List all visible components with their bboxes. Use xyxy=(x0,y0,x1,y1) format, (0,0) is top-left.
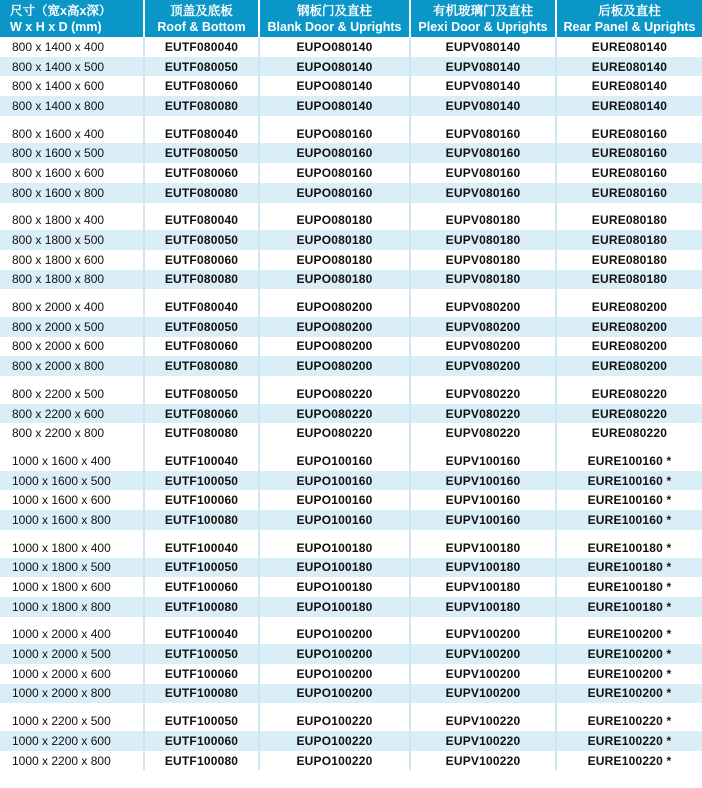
cell-blank-door-code: EUPO100200 xyxy=(259,684,410,704)
header-blank-zh: 钢板门及直柱 xyxy=(296,3,372,18)
cell-blank-door-code: EUPO100220 xyxy=(259,751,410,771)
table-row xyxy=(0,751,702,771)
cell-roof-code: EUTF100080 xyxy=(144,510,259,530)
cell-blank-door-code: EUPO080180 xyxy=(259,250,410,270)
table-row xyxy=(0,471,702,491)
separator-cell xyxy=(259,530,410,538)
cell-blank-door-code: EUPO100220 xyxy=(259,711,410,731)
table-row xyxy=(0,143,702,163)
separator-cell xyxy=(556,443,702,451)
cell-plexi-door-code: EUPV080140 xyxy=(410,96,556,116)
cell-roof-code: EUTF100040 xyxy=(144,625,259,645)
table-row xyxy=(0,270,702,290)
table-row xyxy=(0,356,702,376)
table-row xyxy=(0,625,702,645)
cell-rear-panel-code: EURE080140 xyxy=(556,96,702,116)
cell-rear-panel-code: EURE100220 * xyxy=(587,714,672,729)
cell-rear-panel-code: EURE100220 * xyxy=(587,753,672,768)
separator-cell xyxy=(0,116,144,124)
cell-rear-panel-code: EURE080200 xyxy=(591,300,668,315)
cell-plexi-door-code: EUPV080140 xyxy=(410,76,556,96)
cell-size: 800 x 2000 x 400 xyxy=(0,297,144,317)
cell-rear-panel-code: EURE080140 xyxy=(591,79,668,94)
cell-size: 800 x 1400 x 500 xyxy=(0,57,144,77)
cell-blank-door-code: EUPO080160 xyxy=(259,163,410,183)
cell-size: 1000 x 2000 x 800 xyxy=(0,684,144,704)
cell-size: 1000 x 1600 x 400 xyxy=(0,451,144,471)
cell-rear-panel-code: EURE100160 * xyxy=(556,471,702,491)
header-rear-zh: 后板及直柱 xyxy=(598,3,661,18)
cell-rear-panel-code: EURE080160 xyxy=(591,126,668,141)
cell-plexi-door-code: EUPV080200 xyxy=(410,356,556,376)
cell-plexi-door-code: EUPV080140 xyxy=(410,37,556,57)
cell-blank-door-code: EUPO080160 xyxy=(259,124,410,144)
cell-plexi-door-code: EUPV080160 xyxy=(410,124,556,144)
cell-plexi-door-code: EUPV100180 xyxy=(410,558,556,578)
table-row xyxy=(0,230,702,250)
separator-cell xyxy=(410,443,556,451)
table-row xyxy=(0,250,702,270)
table-row xyxy=(0,76,702,96)
cell-roof-code: EUTF080060 xyxy=(144,76,259,96)
table-row xyxy=(0,490,702,510)
separator-cell xyxy=(259,376,410,384)
cell-rear-panel-code: EURE080200 xyxy=(556,317,702,337)
cell-size: 800 x 1800 x 500 xyxy=(0,230,144,250)
header-roof-en: Roof & Bottom xyxy=(157,19,246,34)
table-row xyxy=(0,337,702,357)
cell-roof-code: EUTF080060 xyxy=(144,250,259,270)
cell-plexi-door-code: EUPV080160 xyxy=(410,183,556,203)
cell-rear-panel-code: EURE100180 * xyxy=(556,558,702,578)
cell-roof-code: EUTF100080 xyxy=(144,684,259,704)
separator-cell xyxy=(556,289,702,297)
cell-roof-code: EUTF100040 xyxy=(144,451,259,471)
separator-cell xyxy=(556,530,702,538)
cell-plexi-door-code: EUPV100200 xyxy=(410,684,556,704)
table-row xyxy=(0,163,702,183)
cell-plexi-door-code: EUPV080220 xyxy=(410,423,556,443)
cell-plexi-door-code: EUPV100220 xyxy=(410,751,556,771)
cell-roof-code: EUTF100060 xyxy=(144,664,259,684)
cell-blank-door-code: EUPO100200 xyxy=(259,625,410,645)
cell-size: 1000 x 1800 x 400 xyxy=(0,538,144,558)
cell-roof-code: EUTF080040 xyxy=(144,37,259,57)
separator-cell xyxy=(0,289,144,297)
cell-roof-code: EUTF080080 xyxy=(144,96,259,116)
cell-rear-panel-code: EURE080160 xyxy=(556,143,702,163)
cell-roof-code: EUTF080080 xyxy=(144,270,259,290)
cell-plexi-door-code: EUPV080180 xyxy=(410,250,556,270)
cell-blank-door-code: EUPO080140 xyxy=(259,37,410,57)
table-row xyxy=(0,684,702,704)
cell-blank-door-code: EUPO080180 xyxy=(259,211,410,231)
cell-size: 1000 x 1600 x 800 xyxy=(0,510,144,530)
table-header xyxy=(0,0,702,37)
table-row xyxy=(0,597,702,617)
separator-cell xyxy=(556,703,702,711)
cell-rear-panel-code: EURE080220 xyxy=(591,426,668,441)
cell-blank-door-code: EUPO100180 xyxy=(259,538,410,558)
cell-roof-code: EUTF080060 xyxy=(144,337,259,357)
cell-roof-code: EUTF100040 xyxy=(144,538,259,558)
cell-blank-door-code: EUPO080220 xyxy=(259,384,410,404)
separator-cell xyxy=(0,530,144,538)
cell-plexi-door-code: EUPV100180 xyxy=(410,538,556,558)
cell-size: 800 x 1600 x 400 xyxy=(0,124,144,144)
separator-cell xyxy=(144,289,259,297)
separator-cell xyxy=(556,617,702,625)
table-row xyxy=(0,183,702,203)
cell-size: 1000 x 1800 x 600 xyxy=(0,577,144,597)
cell-rear-panel-code: EURE100200 * xyxy=(556,644,702,664)
separator-cell xyxy=(410,203,556,211)
cell-rear-panel-code: EURE080220 xyxy=(556,404,702,424)
cell-plexi-door-code: EUPV080200 xyxy=(410,317,556,337)
separator-cell xyxy=(410,116,556,124)
cell-rear-panel-code: EURE100180 * xyxy=(587,580,672,595)
group-separator xyxy=(0,203,702,211)
group-separator xyxy=(0,443,702,451)
cell-rear-panel-code: EURE100180 * xyxy=(556,597,702,617)
cell-plexi-door-code: EUPV080180 xyxy=(410,270,556,290)
cell-size: 800 x 1400 x 400 xyxy=(0,37,144,57)
cell-size: 800 x 2000 x 800 xyxy=(0,356,144,376)
cell-blank-door-code: EUPO080160 xyxy=(259,143,410,163)
header-rear-panel xyxy=(556,0,702,37)
separator-cell xyxy=(259,703,410,711)
cell-rear-panel-code: EURE100200 * xyxy=(556,684,702,704)
separator-cell xyxy=(0,703,144,711)
cell-size: 800 x 1800 x 400 xyxy=(0,211,144,231)
header-blank-en: Blank Door & Uprights xyxy=(267,19,402,34)
cell-roof-code: EUTF080060 xyxy=(144,163,259,183)
cell-roof-code: EUTF080050 xyxy=(144,317,259,337)
header-size xyxy=(0,0,144,37)
cell-rear-panel-code: EURE100200 * xyxy=(587,627,672,642)
cell-blank-door-code: EUPO080220 xyxy=(259,423,410,443)
table-row xyxy=(0,423,702,443)
separator-cell xyxy=(259,443,410,451)
cell-size: 1000 x 1600 x 600 xyxy=(0,490,144,510)
cell-size: 800 x 2000 x 600 xyxy=(0,337,144,357)
separator-cell xyxy=(144,617,259,625)
separator-cell xyxy=(556,203,702,211)
header-rear-en: Rear Panel & Uprights xyxy=(563,19,696,34)
cell-size: 1000 x 1800 x 500 xyxy=(0,558,144,578)
cell-blank-door-code: EUPO080200 xyxy=(259,337,410,357)
cell-plexi-door-code: EUPV100180 xyxy=(410,577,556,597)
cell-blank-door-code: EUPO100200 xyxy=(259,664,410,684)
cell-blank-door-code: EUPO080200 xyxy=(259,317,410,337)
table-row xyxy=(0,731,702,751)
cell-blank-door-code: EUPO080200 xyxy=(259,297,410,317)
cell-size: 1000 x 1600 x 500 xyxy=(0,471,144,491)
cell-rear-panel-code: EURE100160 * xyxy=(587,453,672,468)
cell-size: 800 x 1400 x 800 xyxy=(0,96,144,116)
group-separator xyxy=(0,530,702,538)
cell-plexi-door-code: EUPV100160 xyxy=(410,471,556,491)
table-body xyxy=(0,37,702,770)
cell-roof-code: EUTF080060 xyxy=(144,404,259,424)
table-row xyxy=(0,644,702,664)
cell-plexi-door-code: EUPV080220 xyxy=(410,404,556,424)
separator-cell xyxy=(259,289,410,297)
header-size-zh: 尺寸（宽x高x深） xyxy=(10,3,112,18)
cell-plexi-door-code: EUPV080200 xyxy=(410,297,556,317)
separator-cell xyxy=(410,617,556,625)
table-row xyxy=(0,558,702,578)
cell-blank-door-code: EUPO100200 xyxy=(259,644,410,664)
cell-rear-panel-code: EURE080140 xyxy=(591,39,668,54)
cell-roof-code: EUTF100050 xyxy=(144,711,259,731)
cell-roof-code: EUTF080040 xyxy=(144,297,259,317)
cell-blank-door-code: EUPO100220 xyxy=(259,731,410,751)
separator-cell xyxy=(556,376,702,384)
cell-size: 1000 x 2000 x 600 xyxy=(0,664,144,684)
cell-roof-code: EUTF080050 xyxy=(144,230,259,250)
separator-cell xyxy=(0,617,144,625)
cell-blank-door-code: EUPO080140 xyxy=(259,96,410,116)
cell-roof-code: EUTF080040 xyxy=(144,124,259,144)
cell-plexi-door-code: EUPV100160 xyxy=(410,510,556,530)
cell-blank-door-code: EUPO100160 xyxy=(259,510,410,530)
table-row xyxy=(0,124,702,144)
separator-cell xyxy=(259,116,410,124)
cell-size: 1000 x 2200 x 600 xyxy=(0,731,144,751)
separator-cell xyxy=(410,289,556,297)
separator-cell xyxy=(144,703,259,711)
cell-rear-panel-code: EURE080180 xyxy=(556,270,702,290)
cell-roof-code: EUTF080050 xyxy=(144,143,259,163)
cell-rear-panel-code: EURE100160 * xyxy=(556,510,702,530)
cell-size: 1000 x 2000 x 400 xyxy=(0,625,144,645)
separator-cell xyxy=(0,443,144,451)
separator-cell xyxy=(259,203,410,211)
cell-plexi-door-code: EUPV080180 xyxy=(410,211,556,231)
table-row xyxy=(0,711,702,731)
cell-blank-door-code: EUPO100180 xyxy=(259,597,410,617)
table-row xyxy=(0,37,702,57)
cell-rear-panel-code: EURE080160 xyxy=(556,183,702,203)
cell-rear-panel-code: EURE100160 * xyxy=(587,493,672,508)
cell-roof-code: EUTF080050 xyxy=(144,384,259,404)
cell-roof-code: EUTF100050 xyxy=(144,644,259,664)
separator-cell xyxy=(410,376,556,384)
cell-size: 1000 x 1800 x 800 xyxy=(0,597,144,617)
separator-cell xyxy=(144,443,259,451)
table-row xyxy=(0,211,702,231)
cell-blank-door-code: EUPO080180 xyxy=(259,230,410,250)
table-row xyxy=(0,57,702,77)
separator-cell xyxy=(556,116,702,124)
separator-cell xyxy=(410,530,556,538)
header-row xyxy=(0,0,702,37)
group-separator xyxy=(0,116,702,124)
cell-roof-code: EUTF100080 xyxy=(144,597,259,617)
cell-roof-code: EUTF080050 xyxy=(144,57,259,77)
table-row xyxy=(0,538,702,558)
header-plexi-zh: 有机玻璃门及直柱 xyxy=(432,3,533,18)
cell-rear-panel-code: EURE100200 * xyxy=(587,666,672,681)
table-row xyxy=(0,451,702,471)
cell-blank-door-code: EUPO100180 xyxy=(259,577,410,597)
cell-size: 800 x 2000 x 500 xyxy=(0,317,144,337)
cell-size: 800 x 2200 x 800 xyxy=(0,423,144,443)
cell-rear-panel-code: EURE080180 xyxy=(591,252,668,267)
cell-plexi-door-code: EUPV100180 xyxy=(410,597,556,617)
cell-plexi-door-code: EUPV100160 xyxy=(410,451,556,471)
cell-plexi-door-code: EUPV080180 xyxy=(410,230,556,250)
cell-blank-door-code: EUPO100160 xyxy=(259,471,410,491)
cell-blank-door-code: EUPO080180 xyxy=(259,270,410,290)
cell-roof-code: EUTF080040 xyxy=(144,211,259,231)
cell-plexi-door-code: EUPV100160 xyxy=(410,490,556,510)
cell-rear-panel-code: EURE080200 xyxy=(556,356,702,376)
header-size-en: W x H x D (mm) xyxy=(10,19,102,34)
cell-blank-door-code: EUPO080200 xyxy=(259,356,410,376)
cell-roof-code: EUTF100060 xyxy=(144,731,259,751)
cell-roof-code: EUTF100080 xyxy=(144,751,259,771)
separator-cell xyxy=(259,617,410,625)
table-row xyxy=(0,404,702,424)
cell-plexi-door-code: EUPV080220 xyxy=(410,384,556,404)
header-blank-door xyxy=(259,0,410,37)
cell-plexi-door-code: EUPV080140 xyxy=(410,57,556,77)
cell-plexi-door-code: EUPV100200 xyxy=(410,625,556,645)
cell-roof-code: EUTF100060 xyxy=(144,577,259,597)
table-row xyxy=(0,96,702,116)
cell-size: 1000 x 2200 x 800 xyxy=(0,751,144,771)
cell-size: 800 x 2200 x 600 xyxy=(0,404,144,424)
separator-cell xyxy=(144,530,259,538)
cell-plexi-door-code: EUPV100200 xyxy=(410,644,556,664)
cell-roof-code: EUTF100050 xyxy=(144,471,259,491)
cell-roof-code: EUTF080080 xyxy=(144,356,259,376)
cell-blank-door-code: EUPO080160 xyxy=(259,183,410,203)
group-separator xyxy=(0,376,702,384)
cell-blank-door-code: EUPO080140 xyxy=(259,57,410,77)
table-row xyxy=(0,510,702,530)
cell-size: 1000 x 2200 x 500 xyxy=(0,711,144,731)
cell-rear-panel-code: EURE080160 xyxy=(591,165,668,180)
cell-size: 800 x 1600 x 500 xyxy=(0,143,144,163)
cell-roof-code: EUTF100060 xyxy=(144,490,259,510)
cell-size: 800 x 1600 x 800 xyxy=(0,183,144,203)
header-plexi-door xyxy=(410,0,556,37)
table-row xyxy=(0,577,702,597)
cell-plexi-door-code: EUPV100220 xyxy=(410,731,556,751)
table-row xyxy=(0,297,702,317)
cell-blank-door-code: EUPO100160 xyxy=(259,451,410,471)
header-roof xyxy=(144,0,259,37)
cell-rear-panel-code: EURE100220 * xyxy=(556,731,702,751)
cell-size: 800 x 1600 x 600 xyxy=(0,163,144,183)
separator-cell xyxy=(144,116,259,124)
table-row xyxy=(0,664,702,684)
separator-cell xyxy=(144,203,259,211)
cell-blank-door-code: EUPO100180 xyxy=(259,558,410,578)
cell-rear-panel-code: EURE080220 xyxy=(591,386,668,401)
header-plexi-en: Plexi Door & Uprights xyxy=(418,19,548,34)
cell-size: 800 x 1800 x 600 xyxy=(0,250,144,270)
cell-roof-code: EUTF080080 xyxy=(144,183,259,203)
cell-rear-panel-code: EURE080180 xyxy=(556,230,702,250)
table-row xyxy=(0,384,702,404)
cell-plexi-door-code: EUPV080160 xyxy=(410,163,556,183)
cell-plexi-door-code: EUPV100200 xyxy=(410,664,556,684)
cell-blank-door-code: EUPO080220 xyxy=(259,404,410,424)
cell-size: 800 x 2200 x 500 xyxy=(0,384,144,404)
table-row xyxy=(0,317,702,337)
separator-cell xyxy=(144,376,259,384)
cell-size: 1000 x 2000 x 500 xyxy=(0,644,144,664)
separator-cell xyxy=(0,203,144,211)
cell-size: 800 x 1800 x 800 xyxy=(0,270,144,290)
separator-cell xyxy=(0,376,144,384)
cell-plexi-door-code: EUPV080200 xyxy=(410,337,556,357)
group-separator xyxy=(0,289,702,297)
header-roof-zh: 顶盖及底板 xyxy=(170,3,233,18)
cell-rear-panel-code: EURE080140 xyxy=(556,57,702,77)
cell-roof-code: EUTF100050 xyxy=(144,558,259,578)
cell-plexi-door-code: EUPV100220 xyxy=(410,711,556,731)
group-separator xyxy=(0,617,702,625)
cell-rear-panel-code: EURE100180 * xyxy=(587,540,672,555)
group-separator xyxy=(0,703,702,711)
cell-blank-door-code: EUPO080140 xyxy=(259,76,410,96)
cell-plexi-door-code: EUPV080160 xyxy=(410,143,556,163)
cell-rear-panel-code: EURE080180 xyxy=(591,213,668,228)
cell-size: 800 x 1400 x 600 xyxy=(0,76,144,96)
cell-rear-panel-code: EURE080200 xyxy=(591,339,668,354)
separator-cell xyxy=(410,703,556,711)
cell-blank-door-code: EUPO100160 xyxy=(259,490,410,510)
cell-roof-code: EUTF080080 xyxy=(144,423,259,443)
